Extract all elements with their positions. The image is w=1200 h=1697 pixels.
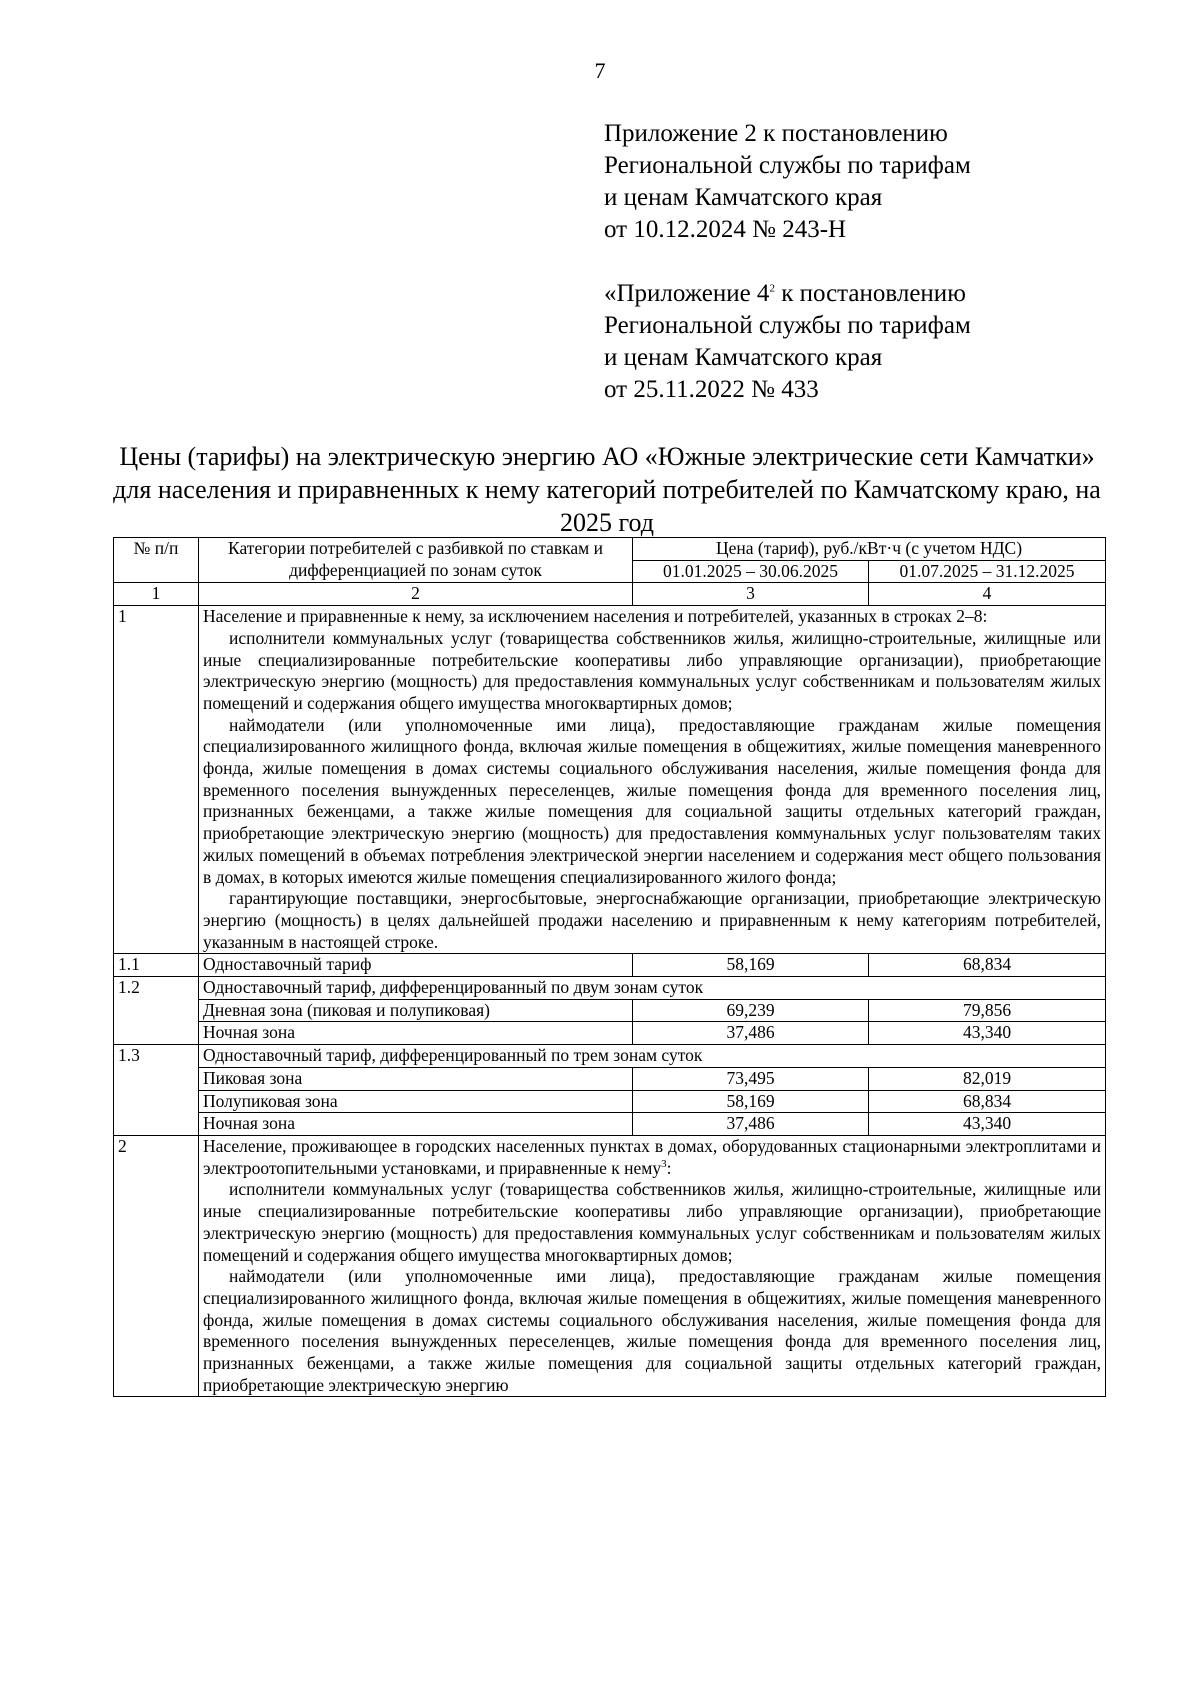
appendix-reference-block bbox=[604, 278, 1164, 406]
tariff-value-period-1: 37,486 bbox=[633, 1022, 869, 1045]
column-number: 2 bbox=[199, 583, 633, 606]
tariff-value-period-1: 69,239 bbox=[633, 999, 869, 1022]
approval-block bbox=[604, 118, 1164, 246]
description-text: Население, проживающее в городских населенных пунктах в домах, оборудованных стационарными электроплитами и электроотопительными установками, и приравненные к нему bbox=[203, 1135, 1101, 1178]
column-number: 1 bbox=[114, 583, 199, 606]
table-row bbox=[114, 954, 1106, 977]
row-num: 1.1 bbox=[114, 954, 199, 977]
header-num: № п/п bbox=[114, 538, 199, 583]
header-price: Цена (тариф), руб./кВт·ч (с учетом НДС) bbox=[633, 538, 1106, 561]
tariff-value-period-1: 37,486 bbox=[633, 1113, 869, 1136]
appendix-reference-line bbox=[604, 278, 1164, 310]
table-row bbox=[114, 1022, 1106, 1045]
zone-label: Полупиковая зона bbox=[199, 1090, 633, 1113]
tariff-value-period-2: 43,340 bbox=[869, 1022, 1106, 1045]
table-row bbox=[114, 1067, 1106, 1090]
row-num: 2 bbox=[114, 1135, 199, 1396]
document-title: Цены (тарифы) на электрическую энергию АО «Южные электрические сети Камчатки» для населения и приравненных к нему категорий потребителей по Камчатскому краю, на 2025 год bbox=[113, 442, 1101, 537]
description-paragraph: Население и приравненные к нему, за исключением населения и потребителей, указанных в строках 2–8: bbox=[203, 606, 988, 627]
appendix-reference-line: Региональной службы по тарифам bbox=[604, 312, 971, 339]
row-num: 1 bbox=[114, 606, 199, 954]
table-row bbox=[114, 977, 1106, 1000]
header-categories: Категории потребителей с разбивкой по ставкам и дифференциацией по зонам суток bbox=[199, 538, 633, 583]
approval-line: Региональной службы по тарифам bbox=[604, 152, 971, 179]
description-paragraph: наймодатели (или уполномоченные ими лица), предоставляющие гражданам жилые помещения специализированного жилищного фонда, включая жилые помещения в общежитиях, жилые помещения маневренного фонда, жилые помещения в домах системы социального обслуживания населения, жилые помещения фонда для временного поселения вынужденных переселенцев, жилые помещения фонда для временного поселения лиц, признанных беженцами, а также жилые помещения для социальной защиты отдельных категорий граждан, приобретающие электрическую энергию (мощность) для предоставления коммунальных услуг пользователям таких жилых помещений в объемах потребления электрической энергии населением и содержания мест общего пользования в домах, в которых имеются жилые помещения специализированного жилого фонда; bbox=[203, 714, 1101, 887]
row-num: 1.2 bbox=[114, 977, 199, 1045]
tariff-value-period-2: 68,834 bbox=[869, 954, 1106, 977]
zone-label: Ночная зона bbox=[199, 1113, 633, 1136]
tariff-group-label: Одноставочный тариф, дифференцированный по двум зонам суток bbox=[199, 977, 1106, 1000]
zone-label: Дневная зона (пиковая и полупиковая) bbox=[199, 999, 633, 1022]
appendix-ref-suffix: к постановлению bbox=[774, 280, 966, 307]
table-row bbox=[114, 1090, 1106, 1113]
description-paragraph: исполнители коммунальных услуг (товарищества собственников жилья, жилищно-строительные, жилищные или иные специализированные потребительские кооперативы либо управляющие организации), приобретающие электрическую энергию (мощность) для предоставления коммунальных услуг собственникам и пользователям жилых помещений и содержания общего имущества многоквартирных домов; bbox=[203, 627, 1101, 713]
appendix-reference-line: и ценам Камчатского края bbox=[604, 344, 883, 371]
tariff-value-period-1: 58,169 bbox=[633, 1090, 869, 1113]
zone-label: Ночная зона bbox=[199, 1022, 633, 1045]
table-row bbox=[114, 1135, 1106, 1396]
table-row bbox=[114, 606, 1106, 954]
table-header-row bbox=[114, 538, 1106, 561]
appendix-ref-prefix: «Приложение 4 bbox=[604, 280, 770, 307]
row-num: 1.3 bbox=[114, 1045, 199, 1136]
approval-line: и ценам Камчатского края bbox=[604, 184, 883, 211]
header-period-2: 01.07.2025 – 31.12.2025 bbox=[869, 560, 1106, 583]
approval-line: от 10.12.2024 № 243-Н bbox=[604, 216, 847, 243]
header-period-1: 01.01.2025 – 30.06.2025 bbox=[633, 560, 869, 583]
zone-label: Пиковая зона bbox=[199, 1067, 633, 1090]
tariff-group-label: Одноставочный тариф, дифференцированный по трем зонам суток bbox=[199, 1045, 1106, 1068]
description-paragraph: наймодатели (или уполномоченные ими лица), предоставляющие гражданам жилые помещения специализированного жилищного фонда, включая жилые помещения в общежитиях, жилые помещения маневренного фонда, жилые помещения в домах системы социального обслуживания населения, жилые помещения фонда для временного поселения вынужденных переселенцев, жилые помещения фонда для временного поселения лиц, признанных беженцами, а также жилые помещения для социальной защиты отдельных категорий граждан, приобретающие электрическую энергию bbox=[203, 1266, 1101, 1395]
column-number: 3 bbox=[633, 583, 869, 606]
category-description bbox=[199, 1135, 1106, 1396]
table-row bbox=[114, 999, 1106, 1022]
description-paragraph: гарантирующие поставщики, энергосбытовые, энергоснабжающие организации, приобретающие электрическую энергию (мощность) в целях дальнейшей продажи населению и приравненным к нему категориям потребителей, указанным в настоящей строке. bbox=[203, 888, 1101, 952]
appendix-reference-line: от 25.11.2022 № 433 bbox=[604, 376, 819, 403]
table-row bbox=[114, 1045, 1106, 1068]
tariff-table bbox=[113, 537, 1106, 1397]
tariff-value-period-1: 58,169 bbox=[633, 954, 869, 977]
description-text-end: : bbox=[666, 1157, 672, 1178]
tariff-value-period-2: 82,019 bbox=[869, 1067, 1106, 1090]
page-number: 7 bbox=[594, 58, 606, 83]
column-number-row bbox=[114, 583, 1106, 606]
column-number: 4 bbox=[869, 583, 1106, 606]
category-description bbox=[199, 606, 1106, 954]
table-row bbox=[114, 1113, 1106, 1136]
description-paragraph bbox=[203, 1136, 1101, 1179]
footnote-ref: 3 bbox=[661, 1157, 667, 1170]
tariff-label: Одноставочный тариф bbox=[199, 954, 633, 977]
appendix-ref-sup: 2 bbox=[769, 282, 775, 295]
description-paragraph: исполнители коммунальных услуг (товарищества собственников жилья, жилищно-строительные, жилищные или иные специализированные потребительские кооперативы либо управляющие организации), приобретающие электрическую энергию (мощность) для предоставления коммунальных услуг собственникам и пользователям жилых помещений и содержания общего имущества многоквартирных домов; bbox=[203, 1179, 1101, 1265]
approval-line: Приложение 2 к постановлению bbox=[604, 120, 948, 147]
tariff-value-period-1: 73,495 bbox=[633, 1067, 869, 1090]
tariff-value-period-2: 79,856 bbox=[869, 999, 1106, 1022]
tariff-value-period-2: 43,340 bbox=[869, 1113, 1106, 1136]
tariff-value-period-2: 68,834 bbox=[869, 1090, 1106, 1113]
